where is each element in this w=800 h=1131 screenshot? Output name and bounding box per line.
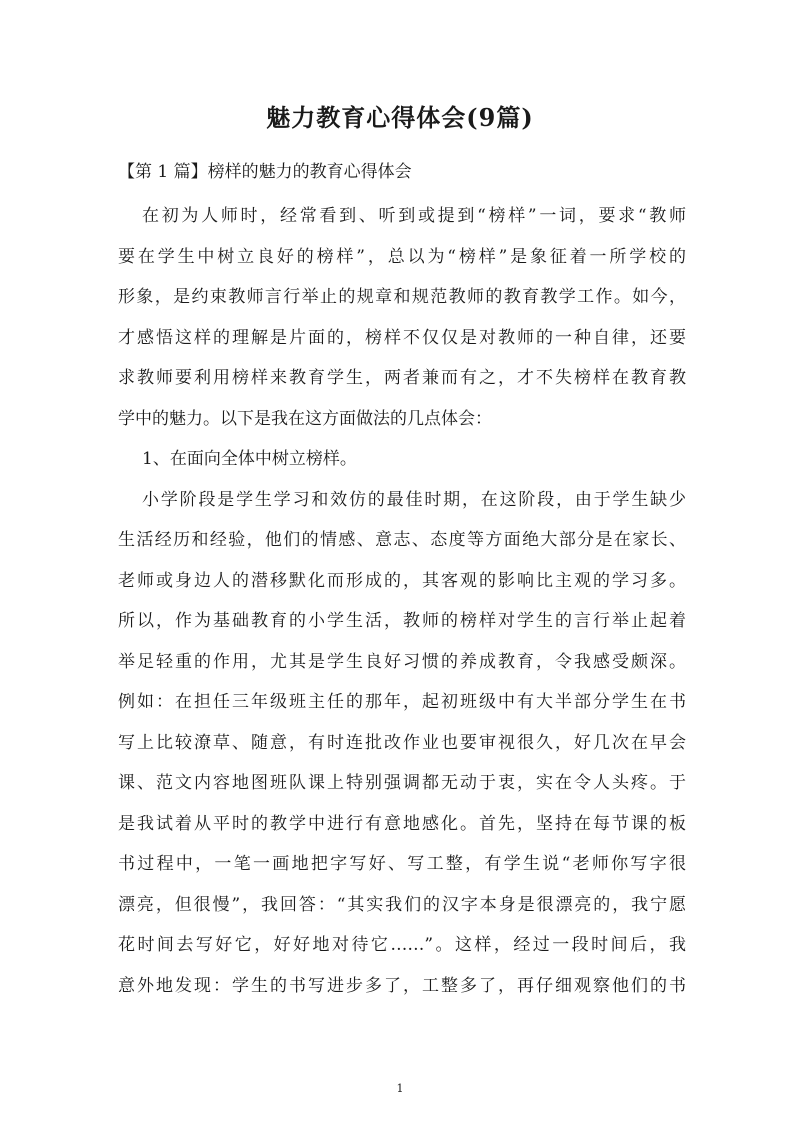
text-line: 所以，作为基础教育的小学生活，教师的榜样对学生的言行举止起着 [118,611,686,631]
text-line: 课、范文内容地图班队课上特别强调都无动于衷，实在令人头疼。于 [118,773,686,793]
text-line: 是我试着从平时的教学中进行有意地感化。首先，坚持在每节课的板 [118,813,686,834]
text-line: 在初为人师时，经常看到、听到或提到“榜样”一词，要求“教师 [142,206,686,226]
text-line: 花时间去写好它，好好地对待它……”。这样，经过一段时间后，我 [118,935,686,955]
text-line: 写上比较潦草、随意，有时连批改作业也要审视很久，好几次在早会 [118,732,686,753]
text-line: 举足轻重的作用，尤其是学生良好习惯的养成教育，令我感受颇深。 [118,651,686,672]
text-line: 要在学生中树立良好的榜样”，总以为“榜样”是象征着一所学校的 [118,246,686,267]
document-title: 魅力教育心得体会(9篇) [266,103,534,132]
body-text [118,196,686,1006]
text-line: 生活经历和经验，他们的情感、意志、态度等方面绝大部分是在家长、 [118,530,686,550]
page-number: 1 [396,1082,404,1095]
text-line: 漂亮，但很慢”，我回答：“其实我们的汉字本身是很漂亮的，我宁愿 [118,894,686,915]
text-line: 老师或身边人的潜移默化而形成的，其客观的影响比主观的学习多。 [118,570,686,591]
text-line: 求教师要利用榜样来教育学生，两者兼而有之，才不失榜样在教育教 [118,368,686,388]
text-line: 学中的魅力。以下是我在这方面做法的几点体会： [118,408,492,429]
text-line: 书过程中，一笔一画地把字写好、写工整，有学生说“老师你写字很 [118,854,686,874]
text-line: 例如：在担任三年级班主任的那年，起初班级中有大半部分学生在书 [118,692,686,712]
text-line: 小学阶段是学生学习和效仿的最佳时期，在这阶段，由于学生缺少 [142,489,686,510]
list-heading: 1、在面向全体中树立榜样。 [142,449,357,469]
text-line: 形象，是约束教师言行举止的规章和规范教师的教育教学工作。如今， [118,287,686,307]
section-heading: 【第 1 篇】榜样的魅力的教育心得体会 [118,162,412,182]
text-line: 才感悟这样的理解是片面的，榜样不仅仅是对教师的一种自律，还要 [118,327,686,348]
text-line: 意外地发现：学生的书写进步多了，工整多了，再仔细观察他们的书 [118,975,686,996]
